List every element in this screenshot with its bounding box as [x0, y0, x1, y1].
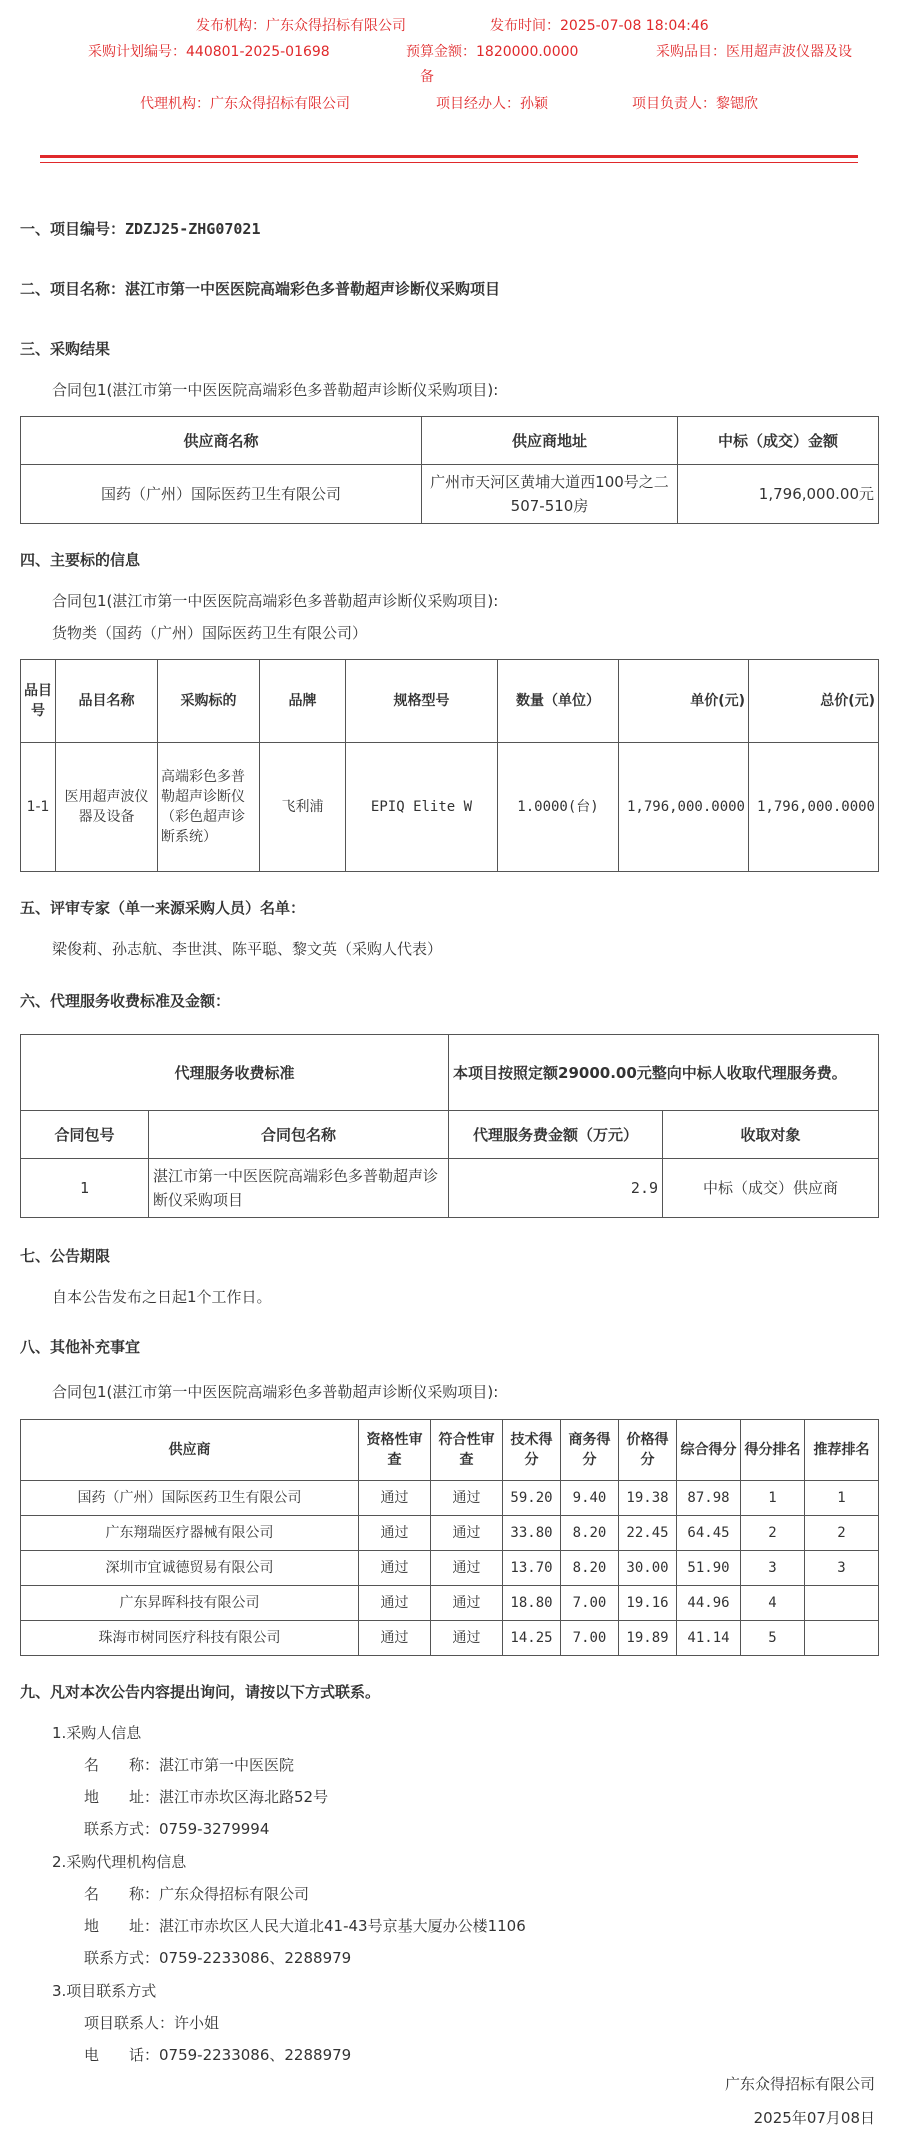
items-table [20, 659, 879, 872]
score-business: 8.20 [561, 1516, 619, 1551]
publisher-value: 广东众得招标有限公司 [266, 18, 406, 34]
pubtime-label: 发布时间： [490, 18, 560, 34]
result-header-address: 供应商地址 [422, 417, 678, 465]
footer-org: 广东众得招标有限公司 [724, 2075, 875, 2093]
item-label: 采购品目： [656, 44, 726, 60]
fee-amount: 2.9 [449, 1159, 663, 1218]
fee-standard-label: 代理服务收费标准 [21, 1035, 449, 1111]
result-header-supplier: 供应商名称 [21, 417, 422, 465]
score-business: 8.20 [561, 1551, 619, 1586]
items-header-target: 采购标的 [158, 660, 260, 743]
score-row [21, 1586, 879, 1621]
score-tech: 18.80 [503, 1586, 561, 1621]
score-tech: 59.20 [503, 1481, 561, 1516]
manager-label: 项目经办人： [436, 96, 520, 112]
score-qualification: 通过 [359, 1516, 431, 1551]
score-total: 41.14 [677, 1621, 741, 1656]
budget-meta [406, 41, 578, 61]
agency-address: 地 址：湛江市赤坎区人民大道北41-43号京基大厦办公楼1106 [84, 1917, 526, 1935]
items-qty: 1.0000(台) [498, 743, 619, 872]
section-7-heading: 七、公告期限 [20, 1247, 111, 1265]
manager-meta [436, 93, 548, 113]
section-5-heading: 五、评审专家（单一来源采购人员）名单： [20, 899, 306, 917]
score-business: 7.00 [561, 1621, 619, 1656]
score-header-row [21, 1420, 879, 1481]
score-price: 19.89 [619, 1621, 677, 1656]
score-rank: 3 [741, 1551, 805, 1586]
item-value: 医用超声波仪器及设 [726, 44, 852, 60]
score-supplier: 国药（广州）国际医药卫生有限公司 [21, 1481, 359, 1516]
agency-meta [140, 93, 350, 113]
score-row [21, 1481, 879, 1516]
fee-header-pkg-no: 合同包号 [21, 1111, 149, 1159]
buyer-phone: 联系方式：0759-3279994 [84, 1820, 270, 1838]
score-qualification: 通过 [359, 1551, 431, 1586]
section-8-heading: 八、其他补充事宜 [20, 1338, 141, 1356]
score-rank: 5 [741, 1621, 805, 1656]
score-header-total: 综合得分 [677, 1420, 741, 1481]
score-header-rank: 得分排名 [741, 1420, 805, 1481]
fee-header-row [21, 1111, 879, 1159]
notice-period: 自本公告发布之日起1个工作日。 [52, 1288, 272, 1306]
owner-label: 项目负责人： [632, 96, 716, 112]
score-supplier: 广东昇晖科技有限公司 [21, 1586, 359, 1621]
score-header-compliance: 符合性审查 [431, 1420, 503, 1481]
score-compliance: 通过 [431, 1586, 503, 1621]
score-business: 9.40 [561, 1481, 619, 1516]
score-total: 44.96 [677, 1586, 741, 1621]
fee-header-amount: 代理服务费金额（万元） [449, 1111, 663, 1159]
section-4-package: 合同包1(湛江市第一中医医院高端彩色多普勒超声诊断仪采购项目): [52, 592, 499, 610]
score-supplier: 深圳市宜诚德贸易有限公司 [21, 1551, 359, 1586]
score-header-price: 价格得分 [619, 1420, 677, 1481]
budget-value: 1820000.0000 [476, 44, 579, 60]
section-4-heading: 四、主要标的信息 [20, 551, 141, 569]
result-header-amount: 中标（成交）金额 [678, 417, 879, 465]
score-header-tech: 技术得分 [503, 1420, 561, 1481]
section-6-heading: 六、代理服务收费标准及金额： [20, 992, 231, 1010]
project-code: ZDZJ25-ZHG07021 [125, 220, 261, 238]
section-3-heading: 三、采购结果 [20, 340, 111, 358]
fee-target: 中标（成交）供应商 [663, 1159, 879, 1218]
fee-header-target: 收取对象 [663, 1111, 879, 1159]
score-recommend [805, 1621, 879, 1656]
score-supplier: 广东翔瑞医疗器械有限公司 [21, 1516, 359, 1551]
pubtime-meta [490, 15, 709, 35]
score-recommend: 3 [805, 1551, 879, 1586]
score-recommend [805, 1586, 879, 1621]
score-header-supplier: 供应商 [21, 1420, 359, 1481]
items-header-brand: 品牌 [260, 660, 346, 743]
items-code: 1-1 [21, 743, 56, 872]
section-3-package: 合同包1(湛江市第一中医医院高端彩色多普勒超声诊断仪采购项目): [52, 381, 499, 399]
score-header-business: 商务得分 [561, 1420, 619, 1481]
score-table [20, 1419, 879, 1656]
items-header-name: 品目名称 [56, 660, 158, 743]
items-header-row [21, 660, 879, 743]
items-header-code: 品目号 [21, 660, 56, 743]
score-header-recommend: 推荐排名 [805, 1420, 879, 1481]
score-qualification: 通过 [359, 1481, 431, 1516]
score-qualification: 通过 [359, 1621, 431, 1656]
experts-list: 梁俊莉、孙志航、李世淇、陈平聪、黎文英（采购人代表） [52, 940, 443, 958]
agency-label: 代理机构： [140, 96, 210, 112]
section-9-heading: 九、凡对本次公告内容提出询问，请按以下方式联系。 [20, 1683, 381, 1701]
publisher-meta [196, 15, 406, 35]
header-rule-thin [40, 162, 858, 163]
section-8-package: 合同包1(湛江市第一中医医院高端彩色多普勒超声诊断仪采购项目): [52, 1383, 499, 1401]
score-business: 7.00 [561, 1586, 619, 1621]
items-name: 医用超声波仪器及设备 [56, 743, 158, 872]
fee-table [20, 1034, 879, 1218]
score-compliance: 通过 [431, 1621, 503, 1656]
project-contact-person: 项目联系人：许小姐 [84, 2014, 220, 2032]
section-2-heading: 二、项目名称：湛江市第一中医医院高端彩色多普勒超声诊断仪采购项目 [20, 280, 501, 298]
score-total: 64.45 [677, 1516, 741, 1551]
result-table [20, 416, 879, 524]
result-address: 广州市天河区黄埔大道西100号之二507-510房 [422, 465, 678, 524]
score-price: 19.16 [619, 1586, 677, 1621]
section-1-heading [20, 218, 260, 239]
section-1-title: 一、项目编号： [20, 220, 126, 238]
items-row [21, 743, 879, 872]
fee-pkg-name: 湛江市第一中医医院高端彩色多普勒超声诊断仪采购项目 [149, 1159, 449, 1218]
result-amount: 1,796,000.00元 [678, 465, 879, 524]
footer-date: 2025年07月08日 [753, 2109, 875, 2127]
plan-meta [88, 41, 330, 61]
items-header-model: 规格型号 [346, 660, 498, 743]
items-header-qty: 数量（单位） [498, 660, 619, 743]
result-row [21, 465, 879, 524]
budget-wrap: 备 [420, 69, 434, 85]
agency-info-title: 2.采购代理机构信息 [52, 1853, 187, 1871]
result-header-row [21, 417, 879, 465]
score-tech: 33.80 [503, 1516, 561, 1551]
score-rank: 1 [741, 1481, 805, 1516]
items-model: EPIQ Elite W [346, 743, 498, 872]
fee-header-pkg-name: 合同包名称 [149, 1111, 449, 1159]
score-supplier: 珠海市树同医疗科技有限公司 [21, 1621, 359, 1656]
fee-row [21, 1159, 879, 1218]
score-row [21, 1551, 879, 1586]
score-compliance: 通过 [431, 1516, 503, 1551]
score-row [21, 1516, 879, 1551]
project-contact-phone: 电 话：0759-2233086、2288979 [84, 2046, 352, 2064]
score-row [21, 1621, 879, 1656]
buyer-info-title: 1.采购人信息 [52, 1724, 142, 1742]
score-price: 22.45 [619, 1516, 677, 1551]
score-recommend: 2 [805, 1516, 879, 1551]
publisher-label: 发布机构： [196, 18, 266, 34]
item-meta [656, 41, 852, 61]
fee-pkg-no: 1 [21, 1159, 149, 1218]
score-qualification: 通过 [359, 1586, 431, 1621]
score-tech: 14.25 [503, 1621, 561, 1656]
manager-value: 孙颖 [520, 96, 548, 112]
score-price: 19.38 [619, 1481, 677, 1516]
score-tech: 13.70 [503, 1551, 561, 1586]
score-rank: 4 [741, 1586, 805, 1621]
items-header-unit-price: 单价(元) [619, 660, 749, 743]
agency-phone: 联系方式：0759-2233086、2288979 [84, 1949, 352, 1967]
items-unit-price: 1,796,000.0000 [619, 743, 749, 872]
section-4-category: 货物类（国药（广州）国际医药卫生有限公司） [52, 624, 368, 642]
plan-label: 采购计划编号： [88, 44, 186, 60]
buyer-name: 名 称：湛江市第一中医医院 [84, 1756, 295, 1774]
fee-standard-value: 本项目按照定额29000.00元整向中标人收取代理服务费。 [449, 1035, 879, 1111]
score-header-qualification: 资格性审查 [359, 1420, 431, 1481]
owner-meta [632, 93, 758, 113]
buyer-address: 地 址：湛江市赤坎区海北路52号 [84, 1788, 329, 1806]
score-total: 87.98 [677, 1481, 741, 1516]
score-price: 30.00 [619, 1551, 677, 1586]
score-total: 51.90 [677, 1551, 741, 1586]
agency-name: 名 称：广东众得招标有限公司 [84, 1885, 310, 1903]
score-compliance: 通过 [431, 1551, 503, 1586]
fee-standard-row [21, 1035, 879, 1111]
items-brand: 飞利浦 [260, 743, 346, 872]
items-header-total: 总价(元) [749, 660, 879, 743]
result-supplier: 国药（广州）国际医药卫生有限公司 [21, 465, 422, 524]
project-contact-title: 3.项目联系方式 [52, 1982, 157, 2000]
score-recommend: 1 [805, 1481, 879, 1516]
owner-value: 黎锶欣 [716, 96, 758, 112]
pubtime-value: 2025-07-08 18:04:46 [560, 18, 709, 34]
plan-value: 440801-2025-01698 [186, 44, 330, 60]
agency-value: 广东众得招标有限公司 [210, 96, 350, 112]
items-target: 高端彩色多普勒超声诊断仪（彩色超声诊断系统） [158, 743, 260, 872]
score-compliance: 通过 [431, 1481, 503, 1516]
header-rule-thick [40, 155, 858, 158]
budget-label: 预算金额： [406, 44, 476, 60]
score-rank: 2 [741, 1516, 805, 1551]
items-total: 1,796,000.0000 [749, 743, 879, 872]
